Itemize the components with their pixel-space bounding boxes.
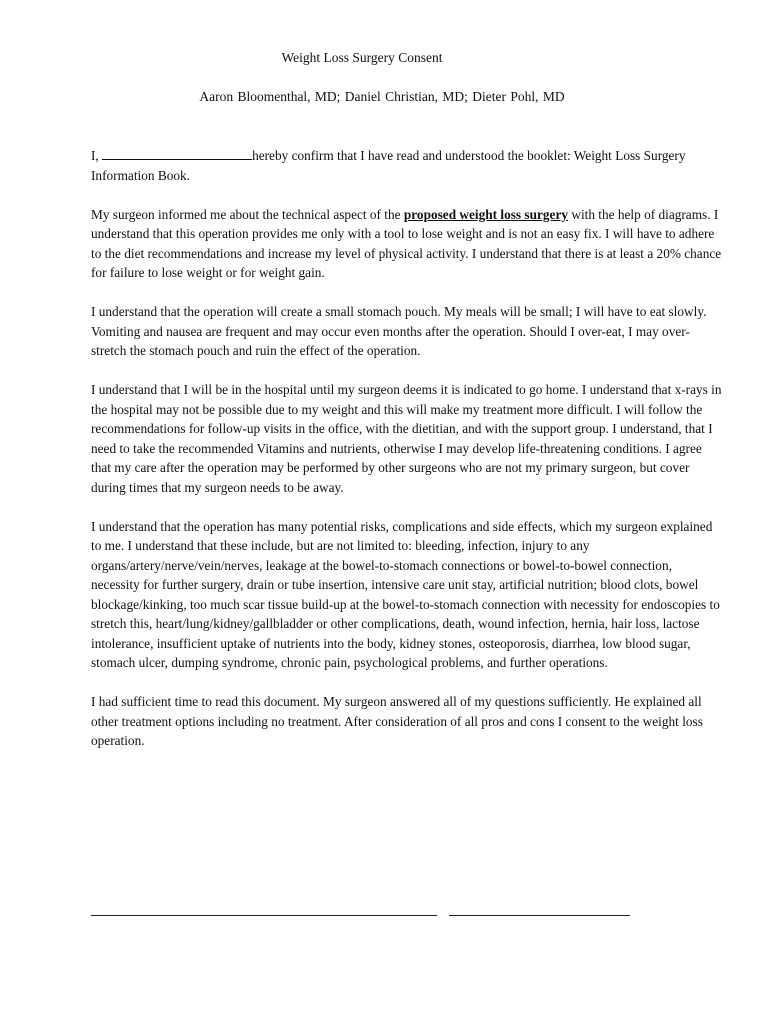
risks-paragraph: I understand that the operation has many potential risks, complications and side effects, which my surgeon explained to me. I understand that these include, but are not limited to: bleeding, infection, injury to any organs/artery/nerve/vein/nerves, leakage at the bowel-to-stomach connections or bowel-to-bowel connection, necessity for further surgery, drain or tube insertion, intensive care unit stay, artificial nutrition; blood clots, bowel blockage/kinking, too much scar tissue build-up at the bowel-to-stomach connection with necessity for endoscopies to stretch this, heart/lung/kidney/gallbladder or other complications, death, wound infection, hernia, hair loss, lactose intolerance, insufficient uptake of nutrients into the body, kidney stones, osteoporosis, diarrhea, low blood sugar, stomach ulcer, dumping syndrome, chronic pain, psychological problems, and further operations. bbox=[91, 518, 720, 670]
signature-line[interactable] bbox=[91, 915, 437, 916]
hospital-paragraph: I understand that I will be in the hospital until my surgeon deems it is indicated to go home. I understand that x-rays in the hospital may not be possible due to my weight and this will make my treatment more difficult. I will follow the recommendations for follow-up visits in the office, with the dietitian, and with the support group. I understand, that I need to take the recommended Vitamins and nutrients, otherwise I may develop life-threatening conditions. I agree that my care after the operation may be performed by other surgeons who are not my primary surgeon, but cover during times that my surgeon needs to be away. bbox=[91, 382, 722, 495]
surgeon-paragraph bbox=[91, 205, 723, 283]
intro-prefix: I, bbox=[91, 148, 103, 163]
intro-paragraph bbox=[91, 146, 723, 185]
date-line[interactable] bbox=[449, 915, 630, 916]
stomach-pouch-paragraph: I understand that the operation will create a small stomach pouch. My meals will be small; I will have to eat slowly. Vomiting and nausea are frequent and may occur even months after the operation. Should I over-eat, I may over-stretch the stomach pouch and ruin the effect of the operation. bbox=[91, 304, 707, 358]
document-title: Weight Loss Surgery Consent bbox=[281, 50, 443, 65]
proposed-surgery-link[interactable]: proposed weight loss surgery bbox=[403, 206, 569, 222]
intro-suffix: hereby confirm that I have read and understood the booklet: Weight Loss Surgery Information Book. bbox=[91, 148, 686, 183]
name-blank-field[interactable] bbox=[102, 147, 252, 160]
surgeon-paragraph-after: with the help of diagrams. I understand that this operation provides me only with a tool to lose weight and is not an easy fix. I will have to adhere to the diet recommendations and increase my level of physical activity. I understand that there is at least a 20% chance for failure to lose weight or for weight gain. bbox=[91, 206, 722, 280]
document-body bbox=[91, 146, 723, 770]
author-list: Aaron Bloomenthal, MD; Daniel Christian, MD; Dieter Pohl, MD bbox=[199, 89, 565, 104]
consent-paragraph: I had sufficient time to read this document. My surgeon answered all of my questions sufficiently. He explained all other treatment options including no treatment. After consideration of all pros and cons I consent to the weight loss operation. bbox=[91, 694, 703, 748]
surgeon-paragraph-before: My surgeon informed me about the technical aspect of the bbox=[91, 206, 404, 222]
